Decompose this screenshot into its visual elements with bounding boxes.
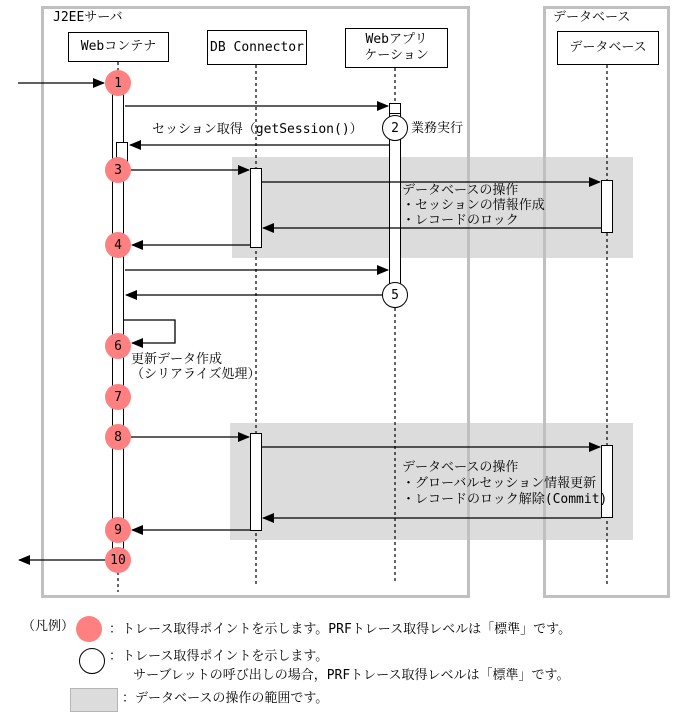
participant-web-application-label-2: ケーション: [364, 48, 429, 63]
trace-point-8-number: 8: [114, 429, 122, 445]
db-operation-1-title: データベースの操作: [402, 183, 519, 198]
trace-point-10: [105, 547, 131, 573]
trace-point-5-number: 5: [391, 287, 399, 303]
db-operation-1-item2: ・レコードのロック: [402, 213, 519, 228]
db-operation-2-item1: ・グローバルセッション情報更新: [402, 476, 597, 491]
legend-gray-swatch: [70, 688, 118, 712]
db-operation-2-title: データベースの操作: [402, 460, 519, 475]
j2ee-server-frame-label: J2EEサーバ: [53, 10, 123, 25]
trace-point-6-number: 6: [114, 338, 122, 354]
legend-white-desc-line1: ：トレース取得ポイントを示します。: [109, 649, 329, 664]
label-business-exec: 業務実行: [411, 121, 464, 136]
trace-point-2-number: 2: [391, 120, 399, 136]
participant-web-container-label: Webコンテナ: [80, 39, 157, 54]
trace-point-5: [382, 282, 408, 308]
legend-pink-circle: [76, 616, 102, 642]
label-update-data-1: 更新データ作成: [131, 352, 223, 367]
trace-point-9: [105, 517, 131, 543]
trace-point-2: [382, 115, 408, 141]
trace-point-9-number: 9: [114, 522, 122, 538]
participant-web-container: [68, 32, 169, 62]
label-session-acquire: セッション取得（getSession()）: [152, 122, 363, 137]
trace-point-3: [105, 157, 131, 183]
legend-white-circle: [79, 648, 105, 674]
label-update-data-2: （シリアライズ処理）: [131, 367, 261, 382]
db-operation-2-text: [402, 460, 607, 508]
db-operation-1-item1: ・セッションの情報作成: [402, 198, 545, 213]
legend-range-desc: ：データベースの操作の範囲です。: [122, 691, 329, 706]
participant-web-application-label-1: Webアプリ: [365, 32, 428, 47]
participant-db-connector-label: DB Connector: [210, 39, 304, 55]
participant-db-connector: [207, 30, 307, 65]
trace-point-8: [105, 424, 131, 450]
participant-web-application: [345, 28, 448, 68]
trace-point-1-number: 1: [114, 75, 122, 91]
trace-point-3-number: 3: [114, 162, 122, 178]
trace-point-7-number: 7: [114, 389, 122, 405]
trace-point-4: [105, 232, 131, 258]
participant-database: [557, 31, 659, 65]
legend-title: （凡例）: [22, 619, 75, 634]
trace-point-7: [105, 384, 131, 410]
database-group-frame-label: データベース: [553, 10, 631, 25]
trace-point-10-number: 10: [110, 552, 126, 568]
trace-point-1: [105, 70, 131, 96]
db-operation-1-text: [402, 183, 545, 228]
legend-white-desc-line2: サーブレットの呼び出しの場合，PRFトレース取得レベルは「標準」です。: [133, 668, 570, 683]
self-call-loop: [124, 320, 175, 343]
db-operation-2-item2: ・レコードのロック解除(Commit): [402, 492, 608, 507]
legend-pink-desc: ：トレース取得ポイントを示します。PRFトレース取得レベルは「標準」です。: [109, 622, 572, 637]
participant-database-label: データベース: [569, 40, 647, 55]
trace-point-4-number: 4: [114, 237, 122, 253]
trace-point-6: [105, 333, 131, 359]
